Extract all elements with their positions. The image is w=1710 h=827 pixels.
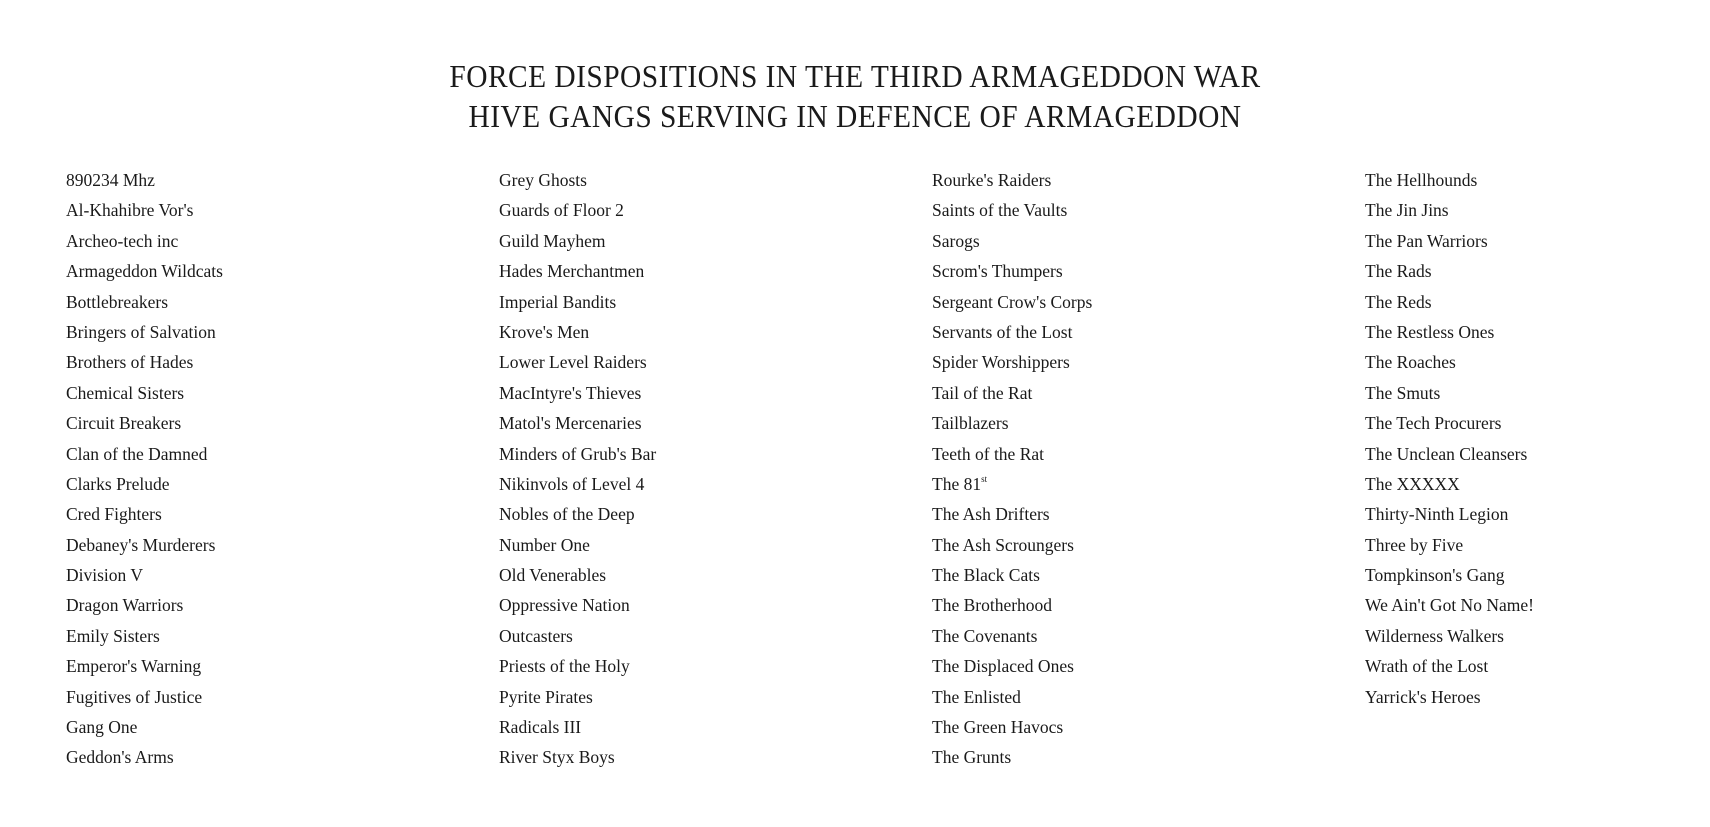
gang-name: Dragon Warriors (66, 595, 184, 616)
gang-name: Lower Level Raiders (499, 352, 647, 373)
gang-name: Bottlebreakers (66, 291, 169, 312)
gang-name: Radicals III (499, 717, 582, 738)
gang-name: Sergeant Crow's Corps (932, 291, 1093, 312)
gang-name: River Styx Boys (499, 747, 615, 768)
gang-list-columns (0, 165, 1710, 785)
gang-name: Bringers of Salvation (66, 321, 216, 342)
gang-name: Teeth of the Rat (932, 443, 1044, 464)
gang-name: Tail of the Rat (932, 382, 1033, 403)
gang-name: The Covenants (932, 625, 1038, 646)
gang-name: The Reds (1365, 291, 1432, 312)
gang-name: Number One (499, 534, 590, 555)
gang-name: Division V (66, 565, 143, 586)
gang-name: Debaney's Murderers (66, 534, 216, 555)
gang-name: Saints of the Vaults (932, 200, 1068, 221)
gang-name: Thirty-Ninth Legion (1365, 504, 1509, 525)
gang-name: Circuit Breakers (66, 413, 182, 434)
gang-name: Spider Worshippers (932, 352, 1070, 373)
page-title (0, 56, 1710, 136)
gang-name: The Pan Warriors (1365, 230, 1488, 251)
gang-name: The Displaced Ones (932, 656, 1074, 677)
gang-name: Krove's Men (499, 321, 590, 342)
gang-name: The 81st (932, 473, 988, 494)
gang-name: Nobles of the Deep (499, 504, 635, 525)
gang-name: Wilderness Walkers (1365, 625, 1504, 646)
gang-name: Rourke's Raiders (932, 170, 1052, 190)
gang-name: The Black Cats (932, 565, 1040, 586)
gang-name: The Ash Scroungers (932, 534, 1074, 555)
gang-name: MacIntyre's Thieves (499, 382, 642, 403)
gang-name: Old Venerables (499, 565, 607, 586)
gang-name: Grey Ghosts (499, 170, 587, 190)
gang-name: Brothers of Hades (66, 352, 194, 373)
gang-name: Clarks Prelude (66, 473, 170, 494)
gang-name: Guild Mayhem (499, 230, 606, 251)
gang-name: Clan of the Damned (66, 443, 208, 464)
gang-name: Priests of the Holy (499, 656, 630, 677)
gang-name: Al-Khahibre Vor's (66, 200, 194, 221)
gang-name: Gang One (66, 717, 138, 738)
gang-name: The Restless Ones (1365, 321, 1495, 342)
gang-name: Geddon's Arms (66, 747, 174, 768)
gang-name: Minders of Grub's Bar (499, 443, 657, 464)
gang-name: Sarogs (932, 230, 980, 251)
gang-name: We Ain't Got No Name! (1365, 595, 1534, 616)
gang-name: The Grunts (932, 747, 1012, 768)
gang-name: Nikinvols of Level 4 (499, 473, 645, 494)
gang-name: Tailblazers (932, 413, 1009, 434)
gang-name: The XXXXX (1365, 473, 1460, 494)
gang-name: Tompkinson's Gang (1365, 565, 1505, 586)
gang-name: Imperial Bandits (499, 291, 617, 312)
gang-name: Chemical Sisters (66, 382, 185, 403)
gang-name: 890234 Mhz (66, 170, 155, 190)
gang-name: The Enlisted (932, 686, 1021, 707)
gang-name: The Ash Drifters (932, 504, 1050, 525)
gang-name: Pyrite Pirates (499, 686, 593, 707)
title-line-1: FORCE DISPOSITIONS IN THE THIRD ARMAGEDDON WAR (449, 58, 1261, 94)
gang-name: Three by Five (1365, 534, 1464, 555)
gang-column-2 (499, 165, 919, 773)
gang-name: The Hellhounds (1365, 170, 1478, 190)
gang-name: The Unclean Cleansers (1365, 443, 1528, 464)
gang-name: Oppressive Nation (499, 595, 630, 616)
gang-name: The Tech Procurers (1365, 413, 1502, 434)
gang-name: Armageddon Wildcats (66, 261, 223, 282)
gang-name: The Green Havocs (932, 717, 1064, 738)
gang-name: Emily Sisters (66, 625, 160, 646)
gang-name: Guards of Floor 2 (499, 200, 624, 221)
gang-name: Outcasters (499, 625, 573, 646)
gang-name: Scrom's Thumpers (932, 261, 1063, 282)
gang-column-1 (66, 165, 486, 773)
gang-name: Cred Fighters (66, 504, 162, 525)
gang-name: The Brotherhood (932, 595, 1053, 616)
gang-name: The Rads (1365, 261, 1432, 282)
title-line-2: HIVE GANGS SERVING IN DEFENCE OF ARMAGEDDON (468, 98, 1242, 134)
gang-column-3 (932, 165, 1352, 773)
gang-column-4 (1365, 165, 1710, 712)
gang-name: The Smuts (1365, 382, 1441, 403)
gang-name: Fugitives of Justice (66, 686, 203, 707)
gang-name: The Roaches (1365, 352, 1456, 373)
gang-name: Hades Merchantmen (499, 261, 645, 282)
gang-name: The Jin Jins (1365, 200, 1449, 221)
gang-name: Servants of the Lost (932, 321, 1073, 342)
gang-name: Archeo-tech inc (66, 230, 179, 251)
gang-name: Yarrick's Heroes (1365, 686, 1481, 707)
gang-name: Matol's Mercenaries (499, 413, 642, 434)
gang-name: Wrath of the Lost (1365, 656, 1489, 677)
gang-name: Emperor's Warning (66, 656, 202, 677)
ordinal-suffix: st (981, 473, 988, 484)
